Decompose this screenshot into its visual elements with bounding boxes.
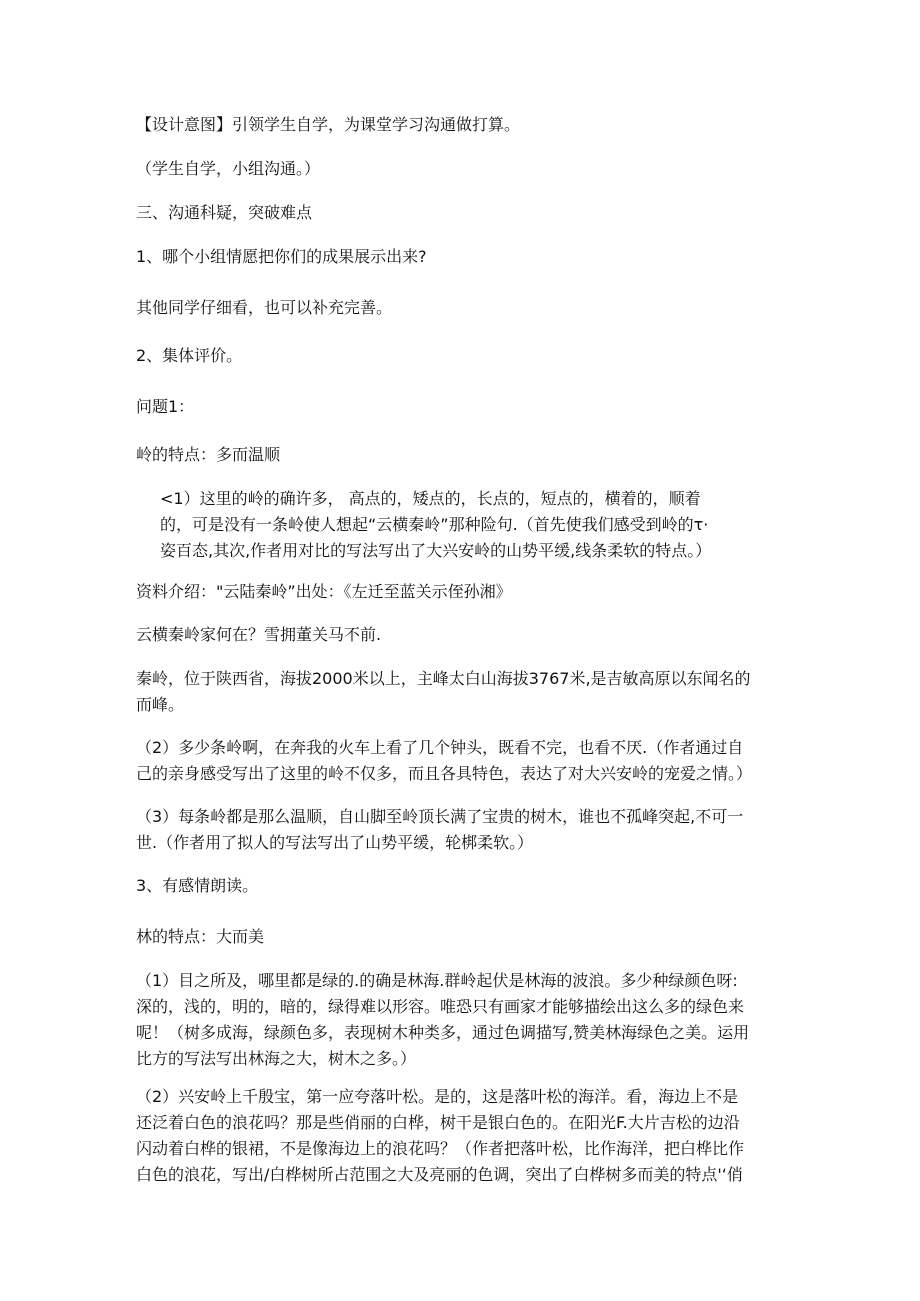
text-line: 白色的浪花，写出/白桦树所占范围之大及亮丽的色调，突出了白桦树多而美的特点'‘俏 — [136, 1165, 743, 1184]
text-line: （学生自学，小组沟通。） — [136, 159, 321, 178]
poem-line — [136, 622, 796, 648]
supplement-paragraph — [136, 295, 796, 321]
text-line: 三、沟通科疑，突破难点 — [136, 203, 313, 222]
student-activity-note — [136, 156, 796, 182]
ridge-feature-heading — [136, 442, 796, 468]
text-line: 而峰。 — [136, 695, 185, 714]
text-line: （2）多少条岭啊，在奔我的火车上看了几个钟头，既看不完，也看不厌.（作者通过自 — [136, 738, 744, 757]
text-line: （1）目之所及，哪里都是绿的.的确是林海.群岭起伏是林海的波浪。多少种绿颜色呀: — [136, 971, 738, 990]
ridge-paragraph-2 — [136, 735, 796, 787]
question-1-heading — [136, 394, 796, 420]
text-line: 姿百态,其次,作者用对比的写法写出了大兴安岭的山势平缓,线条柔软的特点。） — [160, 541, 712, 560]
text-line: <1）这里的岭的确许多， 高点的，矮点的，长点的，短点的，横着的，顺着 — [160, 489, 701, 508]
text-line: 2、集体评价。 — [136, 346, 243, 365]
step-1-paragraph — [136, 244, 796, 270]
text-line: 其他同学仔细看，也可以补充完善。 — [136, 298, 393, 317]
text-line: 己的亲身感受写出了这里的岭不仅多，而且各具特色，表达了对大兴安岭的宠爱之情。） — [136, 764, 753, 783]
text-line: 深的，浅的，明的，暗的，绿得难以形容。唯恐只有画家才能够描绘出这么多的绿色来 — [136, 997, 745, 1016]
text-line: 比方的写法写出林海之大，树木之多。） — [136, 1049, 417, 1068]
text-line: 【设计意图】引领学生自学，为课堂学习沟通做打算。 — [136, 115, 521, 134]
text-line: 闪动着白桦的银裙，不是像海边上的浪花吗？（作者把落叶松，比作海洋，把白桦比作 — [136, 1139, 745, 1158]
forest-paragraph-1 — [136, 968, 796, 1072]
step-2-paragraph — [136, 343, 796, 369]
qinling-description — [136, 666, 796, 718]
forest-feature-heading — [136, 924, 796, 950]
text-line: 还泛着白色的浪花吗？那是些俏丽的白桦，树干是银白色的。在阳光F.大片吉松的边沿 — [136, 1113, 740, 1132]
text-line: 的，可是没有一条岭使人想起“云横秦岭”那种险句.（首先使我们感受到岭的τ· — [160, 515, 709, 534]
design-intent-paragraph — [136, 112, 796, 138]
text-line: 呢！（树多成海，绿颜色多，表现树木种类多，通过色调描写,赞美林海绿色之美。运用 — [136, 1023, 750, 1042]
text-line: 世.（作者用了拟人的写法写出了山势平缓，轮梆柔软。） — [136, 833, 534, 852]
text-line: 秦岭，位于陕西省，海拔2000米以上，主峰太白山海拔3767米,是吉敏高原以东闻名的 — [136, 669, 751, 688]
text-line: 问题1： — [136, 397, 195, 416]
text-line: 云横秦岭家何在？雪拥董关马不前. — [136, 625, 382, 644]
step-3-paragraph — [136, 873, 796, 899]
section-heading-3 — [136, 200, 796, 226]
text-line: 3、有感情朗读。 — [136, 876, 259, 895]
text-line: 资料介绍："云陆秦岭”出处：《左迁至蓝关示侄孙湘》 — [136, 582, 512, 601]
text-line: （2）兴安岭上千殷宝，第一应夸落叶松。是的，这是落叶松的海洋。看，海边上不是 — [136, 1087, 739, 1106]
text-line: 林的特点：大而美 — [136, 927, 265, 946]
ridge-paragraph-3 — [136, 804, 796, 856]
forest-paragraph-2 — [136, 1084, 796, 1188]
reference-intro — [136, 579, 796, 605]
ridge-paragraph-1 — [160, 486, 800, 564]
text-line: 1、哪个小组情愿把你们的成果展示出来? — [136, 247, 427, 266]
text-line: （3）每条岭都是那么温顺，自山脚至岭顶长满了宝贵的树木，谁也不孤峰突起,不可一 — [136, 807, 744, 826]
text-line: 岭的特点：多而温顺 — [136, 445, 281, 464]
